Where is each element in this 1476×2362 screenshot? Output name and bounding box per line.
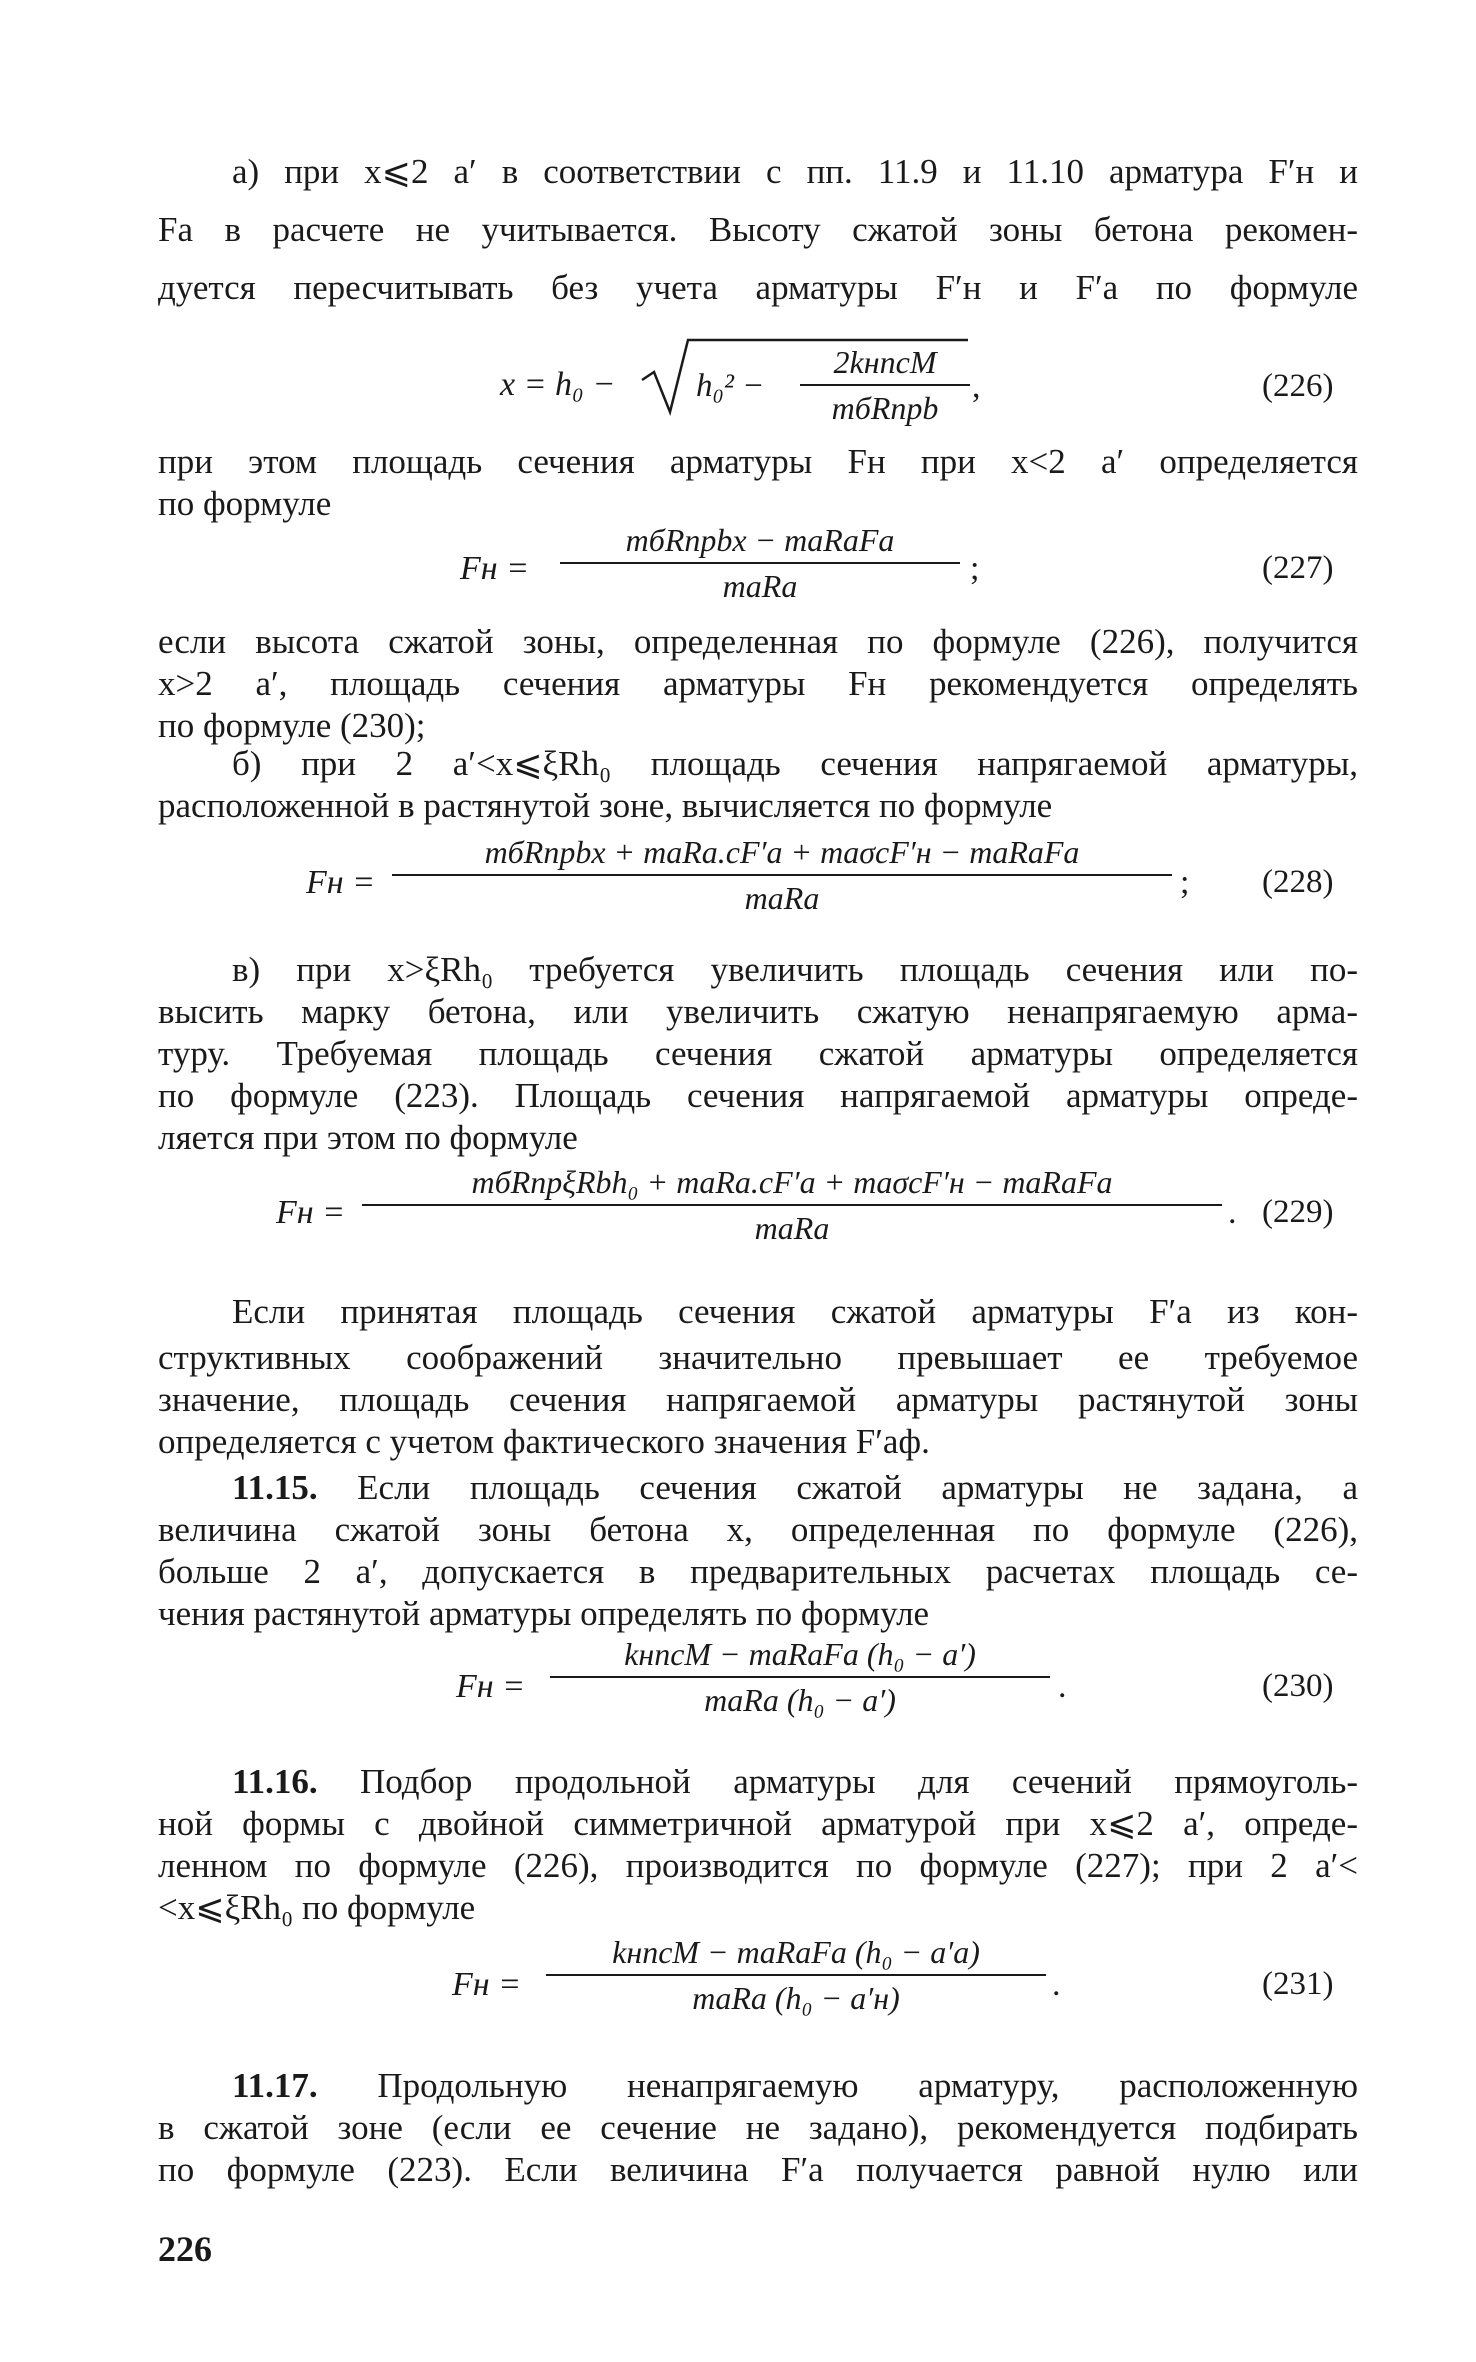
text-line: по формуле (230);: [158, 706, 426, 745]
section-number: 11.17.: [232, 2066, 318, 2105]
text-line: величина сжатой зоны бетона x, определенная по формуле (226),: [158, 1510, 1358, 1549]
equation-lhs: Fн =: [460, 550, 530, 587]
text-line: если высота сжатой зоны, определенная по формуле (226), получится: [158, 622, 1358, 661]
punctuation: ;: [970, 550, 980, 587]
fraction-bar: [800, 384, 970, 386]
equation-number: (227): [1262, 550, 1334, 586]
section-number: 11.15.: [232, 1468, 318, 1507]
equation-lhs: Fн =: [276, 1194, 346, 1231]
equation-number: (231): [1262, 1966, 1334, 2002]
text-line: расположенной в растянутой зоне, вычисляется по формуле: [158, 786, 1053, 825]
equation-231: [0, 1920, 1476, 2030]
fraction: [560, 520, 960, 606]
text-line: б) при 2 a′<x⩽ξRh₀ площадь сечения напрягаемой арматуры,: [232, 744, 1358, 783]
numerator: kнnсM − maRaFa (h₀ − a′): [624, 1636, 976, 1672]
text-line: чения растянутой арматуры определять по формуле: [158, 1594, 930, 1633]
text-line: высить марку бетона, или увеличить сжатую ненапрягаемую арма-: [158, 992, 1358, 1031]
text-line: <x⩽ξRh₀ по формуле: [158, 1888, 476, 1927]
text-line: при этом площадь сечения арматуры Fн при x<2 a′ определяется: [158, 442, 1358, 481]
page-number: 226: [158, 2229, 212, 2269]
text-line: определяется с учетом фактического значения F′аф.: [158, 1422, 930, 1461]
radicand-term: h₀² −: [696, 368, 765, 404]
text-line: туру. Требуемая площадь сечения сжатой арматуры определяется: [158, 1034, 1358, 1073]
text-line: по формуле (223). Если величина F′а получается равной нулю или: [158, 2150, 1358, 2189]
fraction: [550, 1634, 1050, 1720]
fraction: [362, 1162, 1222, 1248]
text-line: [232, 2064, 1358, 2108]
denominator: mбRпрb: [831, 390, 939, 426]
fraction-bar: [560, 562, 960, 564]
denominator: maRa (h₀ − a′н): [692, 1980, 900, 2016]
numerator: mбRпрbx + maRa.сF′a + maσсF′н − maRaFa: [484, 834, 1080, 870]
text-line: структивных соображений значительно превышает ее требуемое: [158, 1338, 1358, 1377]
numerator: kнnсM − maRaFa (h₀ − a′a): [612, 1934, 980, 1970]
text-line: в сжатой зоне (если ее сечение не задано), рекомендуется подбирать: [158, 2108, 1358, 2147]
text-line: [232, 1466, 1358, 1510]
text-line: ной формы с двойной симметричной арматурой при x⩽2 a′, опреде-: [158, 1804, 1358, 1843]
numerator: 2kнnсM: [833, 344, 937, 380]
text-line: Fа в расчете не учитывается. Высоту сжатой зоны бетона рекомен-: [158, 210, 1358, 249]
equation-number: (226): [1262, 368, 1334, 404]
text-line: а) при x⩽2 a′ в соответствии с пп. 11.9 и 11.10 арматура F′н и: [232, 152, 1358, 191]
text-line: по формуле (223). Площадь сечения напрягаемой арматуры опреде-: [158, 1076, 1358, 1115]
punctuation: .: [1058, 1668, 1067, 1705]
text-line: значение, площадь сечения напрягаемой арматуры растянутой зоны: [158, 1380, 1358, 1419]
text-line: [232, 1760, 1358, 1804]
fraction: [800, 342, 970, 428]
text-span: Подбор продольной арматуры для сечений прямоуголь-: [360, 1762, 1358, 1801]
equation-lhs: x = h₀ −: [500, 366, 616, 403]
numerator: mбRпрbx − maRaFa: [625, 522, 895, 558]
numerator: mбRпрξRbh₀ + maRa.сF′a + maσсF′н − maRaFa: [471, 1164, 1113, 1200]
text-span: Если площадь сечения сжатой арматуры не задана, а: [357, 1468, 1358, 1507]
equation-226: [0, 330, 1476, 440]
equation-number: (228): [1262, 864, 1334, 900]
denominator: maRa: [722, 568, 798, 604]
equation-number: (229): [1262, 1194, 1334, 1230]
fraction: [546, 1932, 1046, 2018]
text-line: по формуле: [158, 484, 332, 523]
text-line: Если принятая площадь сечения сжатой арматуры F′а из кон-: [232, 1292, 1358, 1331]
equation-lhs: Fн =: [452, 1966, 522, 2003]
text-line: дуется пересчитывать без учета арматуры F′н и F′а по формуле: [158, 268, 1358, 307]
punctuation: ,: [972, 368, 981, 405]
fraction-bar: [362, 1204, 1222, 1206]
denominator: maRa: [754, 1210, 830, 1246]
text-line: ляется при этом по формуле: [158, 1118, 578, 1157]
equation-lhs: Fн =: [306, 864, 376, 901]
fraction-bar: [392, 874, 1172, 876]
text-line: в) при x>ξRh₀ требуется увеличить площадь сечения или по-: [232, 950, 1358, 989]
punctuation: .: [1052, 1966, 1061, 2003]
fraction: [392, 832, 1172, 918]
text-line: ленном по формуле (226), производится по формуле (227); при 2 a′<: [158, 1846, 1358, 1885]
text-span: Продольную ненапрягаемую арматуру, расположенную: [377, 2066, 1359, 2105]
denominator: maRa: [744, 880, 820, 916]
equation-230: [0, 1624, 1476, 1734]
equation-number: (230): [1262, 1668, 1334, 1704]
equation-lhs: Fн =: [456, 1668, 526, 1705]
punctuation: .: [1228, 1194, 1237, 1231]
text-line: x>2 a′, площадь сечения арматуры Fн рекомендуется определять: [158, 664, 1358, 703]
equation-229: [0, 1150, 1476, 1260]
equation-228: [0, 820, 1476, 930]
text-line: больше 2 a′, допускается в предварительных расчетах площадь се-: [158, 1552, 1358, 1591]
section-number: 11.16.: [232, 1762, 318, 1801]
denominator: maRa (h₀ − a′): [704, 1682, 896, 1718]
fraction-bar: [546, 1974, 1046, 1976]
equation-227: [0, 510, 1476, 620]
fraction-bar: [550, 1676, 1050, 1678]
punctuation: ;: [1180, 864, 1190, 901]
